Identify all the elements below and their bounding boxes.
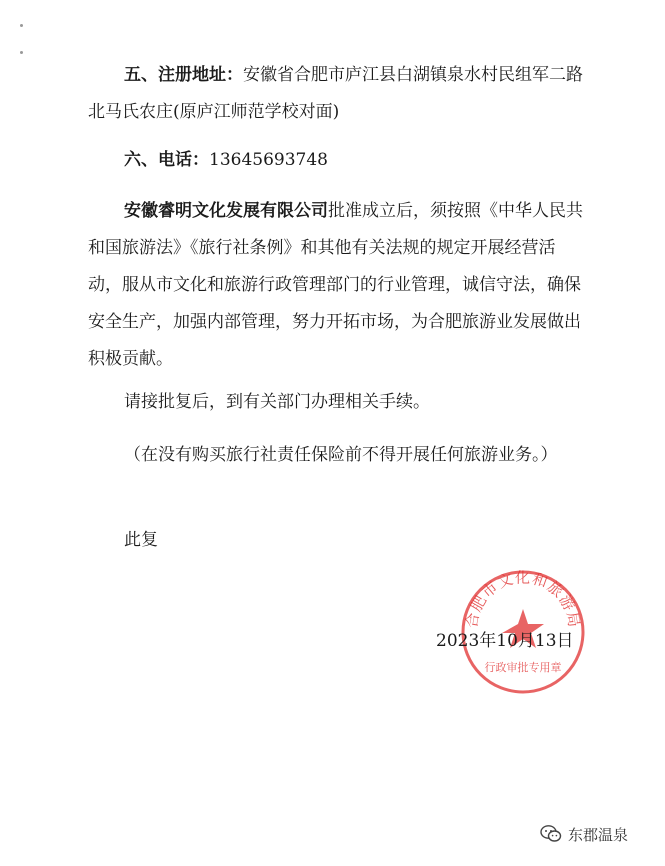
seal-bottom-text: 行政审批专用章	[484, 661, 562, 674]
section6-text: 13645693748	[209, 150, 328, 170]
request-paragraph: 请接批复后，到有关部门办理相关手续。	[124, 392, 430, 412]
approval-paragraph	[88, 193, 588, 378]
insurance-note: （在没有购买旅行社责任保险前不得开展任何旅游业务。）	[124, 445, 558, 465]
section5-label: 五、注册地址：	[124, 65, 243, 85]
approval-text: 批准成立后，须按照《中华人民共和国旅游法》《旅行社条例》和其他有关法规的规定开展经营活动，服从市文化和旅游行政管理部门的行业管理，诚信守法，确保安全生产，加强内部管理，努力开拓市场，为合肥旅游业发展做出积极贡献。	[88, 201, 583, 369]
closing-text: 此复	[124, 530, 158, 550]
scan-speck	[20, 51, 23, 54]
seal-arc-text: 合肥市文化和旅游局	[462, 568, 584, 630]
company-name: 安徽睿明文化发展有限公司	[124, 201, 328, 221]
watermark-text: 东郡温泉	[568, 825, 629, 844]
wechat-icon	[540, 824, 562, 844]
document-date: 2023年10月13日	[436, 631, 574, 651]
section5-text: 安徽省合肥市庐江县白湖镇泉水村民组军二路北马氏农庄(原庐江师范学校对面)	[88, 65, 583, 122]
scan-speck	[20, 24, 23, 27]
section5-address	[88, 57, 588, 131]
wechat-watermark	[540, 822, 628, 846]
section6-phone	[88, 142, 588, 179]
section6-label: 六、电话：	[124, 150, 209, 170]
